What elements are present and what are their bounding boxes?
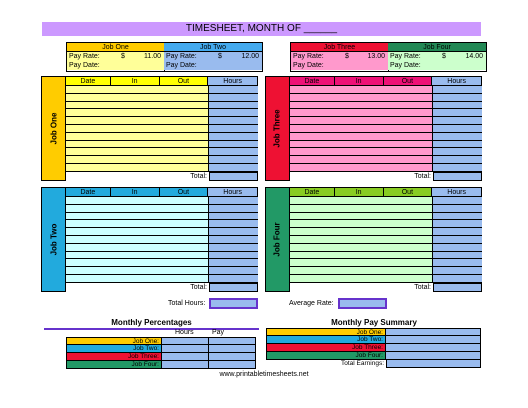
hours-cell[interactable] bbox=[209, 267, 258, 274]
hours-cell[interactable] bbox=[209, 141, 258, 148]
percent-row-job-two bbox=[66, 345, 256, 353]
table-row[interactable] bbox=[290, 275, 482, 283]
job-grid bbox=[290, 76, 482, 181]
pay-rate-row bbox=[291, 52, 388, 61]
summary-total-cell[interactable] bbox=[386, 360, 481, 368]
table-row[interactable] bbox=[66, 220, 258, 228]
total-hours-field[interactable] bbox=[209, 298, 258, 309]
table-row[interactable] bbox=[66, 236, 258, 244]
job-side-label bbox=[41, 187, 66, 292]
summary-value-cell[interactable] bbox=[386, 352, 481, 360]
total-label: Total: bbox=[414, 284, 431, 291]
rate-block-right bbox=[290, 42, 487, 72]
hours-cell[interactable] bbox=[209, 125, 258, 132]
table-row[interactable] bbox=[290, 244, 482, 252]
table-row[interactable] bbox=[66, 205, 258, 213]
summary-value-cell[interactable] bbox=[386, 336, 481, 344]
summary-label: Total Earnings: bbox=[266, 360, 386, 368]
entry-cells[interactable] bbox=[66, 197, 209, 204]
percent-pay-cell[interactable] bbox=[209, 361, 256, 369]
col-hours-label: Hours bbox=[175, 329, 194, 336]
rate-job-four bbox=[388, 43, 486, 71]
entry-cells[interactable] bbox=[290, 275, 433, 282]
table-row[interactable] bbox=[66, 259, 258, 267]
percent-hours-cell[interactable] bbox=[162, 338, 209, 345]
column-header-out: Out bbox=[384, 188, 433, 196]
entry-cells[interactable] bbox=[66, 148, 209, 155]
column-header-in: In bbox=[111, 188, 160, 196]
summary-row-total bbox=[266, 360, 481, 368]
pay-rate-label: Pay Rate: bbox=[69, 53, 100, 60]
percent-hours-cell[interactable] bbox=[162, 345, 209, 353]
hours-cell[interactable] bbox=[209, 133, 258, 140]
hours-cell[interactable] bbox=[209, 148, 258, 155]
entry-cells[interactable] bbox=[66, 267, 209, 274]
job-table-three bbox=[265, 76, 482, 181]
job-side-label bbox=[41, 76, 66, 181]
page-title: TIMESHEET, MONTH OF ______ bbox=[42, 22, 481, 36]
entry-cells[interactable] bbox=[290, 220, 433, 227]
job-grid-header bbox=[66, 76, 258, 86]
entry-cells[interactable] bbox=[290, 267, 433, 274]
hours-cell[interactable] bbox=[433, 148, 482, 155]
percent-label: Job Two: bbox=[66, 345, 162, 353]
job-name: Job One bbox=[49, 112, 59, 145]
entry-cells[interactable] bbox=[290, 244, 433, 251]
percent-row-job-four bbox=[66, 361, 256, 369]
table-row[interactable] bbox=[290, 236, 482, 244]
table-row[interactable] bbox=[66, 109, 258, 117]
total-label: Total: bbox=[190, 173, 207, 180]
entry-cells[interactable] bbox=[66, 164, 209, 171]
entry-cells[interactable] bbox=[290, 117, 433, 124]
pay-rate-label: Pay Rate: bbox=[390, 53, 421, 60]
pay-rate-value[interactable]: 14.00 bbox=[465, 53, 483, 60]
entry-cells[interactable] bbox=[290, 94, 433, 101]
hours-cell[interactable] bbox=[209, 236, 258, 243]
hours-cell[interactable] bbox=[209, 102, 258, 109]
table-row[interactable] bbox=[290, 94, 482, 102]
table-row[interactable] bbox=[290, 133, 482, 141]
table-row[interactable] bbox=[290, 164, 482, 172]
pay-rate-value[interactable]: 11.00 bbox=[144, 53, 161, 60]
pay-date-label: Pay Date: bbox=[166, 62, 197, 69]
hours-cell[interactable] bbox=[209, 94, 258, 101]
percent-hours-cell[interactable] bbox=[162, 353, 209, 361]
entry-cells[interactable] bbox=[66, 94, 209, 101]
total-field[interactable] bbox=[433, 283, 482, 292]
entry-cells[interactable] bbox=[290, 156, 433, 163]
column-header-in: In bbox=[335, 188, 384, 196]
job-table-four bbox=[265, 187, 482, 292]
pay-date-row[interactable] bbox=[164, 61, 262, 70]
total-hours-label: Total Hours: bbox=[168, 300, 206, 307]
job-grid-body bbox=[290, 86, 482, 172]
summary-row-job-four bbox=[266, 352, 481, 360]
column-header-hours: Hours bbox=[432, 188, 481, 196]
table-row[interactable] bbox=[290, 148, 482, 156]
hours-cell[interactable] bbox=[209, 244, 258, 251]
job-side-label bbox=[265, 76, 290, 181]
percent-row-job-three bbox=[66, 353, 256, 361]
monthly-percentages-title: Monthly Percentages bbox=[111, 318, 192, 327]
hours-cell[interactable] bbox=[433, 156, 482, 163]
pay-date-label: Pay Date: bbox=[69, 62, 100, 69]
column-header-date: Date bbox=[66, 188, 111, 196]
entry-cells[interactable] bbox=[290, 259, 433, 266]
pay-date-row[interactable] bbox=[67, 61, 164, 70]
table-row[interactable] bbox=[66, 275, 258, 283]
job-grid bbox=[66, 187, 258, 292]
job-name: Job Two bbox=[49, 223, 59, 256]
hours-cell[interactable] bbox=[209, 259, 258, 266]
rate-job-three-header: Job Three bbox=[291, 43, 388, 52]
table-row[interactable] bbox=[66, 117, 258, 125]
total-field[interactable] bbox=[209, 172, 258, 181]
monthly-pay-summary-title: Monthly Pay Summary bbox=[331, 318, 417, 327]
hours-cell[interactable] bbox=[209, 197, 258, 204]
percentages-divider bbox=[44, 328, 259, 330]
rate-job-one bbox=[67, 43, 165, 71]
job-table-two bbox=[41, 187, 258, 292]
column-header-out: Out bbox=[384, 77, 433, 85]
entry-cells[interactable] bbox=[290, 228, 433, 235]
entry-cells[interactable] bbox=[290, 109, 433, 116]
entry-cells[interactable] bbox=[66, 133, 209, 140]
job-grid-body bbox=[66, 197, 258, 283]
rate-job-two-header: Job Two bbox=[164, 43, 262, 52]
hours-cell[interactable] bbox=[433, 164, 482, 171]
job-grid-header bbox=[290, 187, 482, 197]
hours-cell[interactable] bbox=[209, 220, 258, 227]
job-grid-body bbox=[66, 86, 258, 172]
job-grid-header bbox=[290, 76, 482, 86]
entry-cells[interactable] bbox=[66, 125, 209, 132]
hours-cell[interactable] bbox=[433, 197, 482, 204]
column-header-hours: Hours bbox=[208, 188, 257, 196]
table-row[interactable] bbox=[290, 259, 482, 267]
entry-cells[interactable] bbox=[66, 117, 209, 124]
table-row[interactable] bbox=[66, 267, 258, 275]
entry-cells[interactable] bbox=[290, 197, 433, 204]
col-pay-label: Pay bbox=[212, 329, 225, 336]
hours-cell[interactable] bbox=[433, 259, 482, 266]
summary-row-job-two bbox=[266, 336, 481, 344]
job-total-row bbox=[66, 283, 258, 292]
table-row[interactable] bbox=[66, 213, 258, 221]
job-name: Job Three bbox=[273, 109, 283, 148]
pay-rate-value[interactable]: 13.00 bbox=[367, 53, 385, 60]
job-table-one bbox=[41, 76, 258, 181]
hours-cell[interactable] bbox=[209, 109, 258, 116]
pay-date-row[interactable] bbox=[291, 61, 388, 70]
hours-cell[interactable] bbox=[433, 141, 482, 148]
entry-cells[interactable] bbox=[66, 213, 209, 220]
summary-row-job-three bbox=[266, 344, 481, 352]
table-row[interactable] bbox=[290, 156, 482, 164]
hours-cell[interactable] bbox=[433, 94, 482, 101]
hours-cell[interactable] bbox=[209, 117, 258, 124]
currency-sign: $ bbox=[345, 53, 349, 60]
percent-label: Job Four: bbox=[66, 361, 162, 369]
hours-cell[interactable] bbox=[209, 213, 258, 220]
column-header-in: In bbox=[335, 77, 384, 85]
column-header-date: Date bbox=[290, 188, 335, 196]
pay-summary-table bbox=[266, 328, 481, 368]
table-row[interactable] bbox=[290, 252, 482, 260]
column-header-hours: Hours bbox=[208, 77, 257, 85]
entry-cells[interactable] bbox=[66, 141, 209, 148]
entry-cells[interactable] bbox=[290, 133, 433, 140]
entry-cells[interactable] bbox=[66, 236, 209, 243]
hours-cell[interactable] bbox=[433, 252, 482, 259]
table-row[interactable] bbox=[66, 228, 258, 236]
table-row[interactable] bbox=[66, 164, 258, 172]
hours-cell[interactable] bbox=[209, 205, 258, 212]
entry-cells[interactable] bbox=[290, 205, 433, 212]
average-rate-field[interactable] bbox=[338, 298, 387, 309]
pay-date-label: Pay Date: bbox=[390, 62, 421, 69]
table-row[interactable] bbox=[290, 205, 482, 213]
table-row[interactable] bbox=[66, 244, 258, 252]
percent-pay-cell[interactable] bbox=[209, 353, 256, 361]
table-row[interactable] bbox=[290, 117, 482, 125]
hours-cell[interactable] bbox=[209, 164, 258, 171]
entry-cells[interactable] bbox=[66, 220, 209, 227]
table-row[interactable] bbox=[66, 125, 258, 133]
hours-cell[interactable] bbox=[433, 275, 482, 282]
summary-label: Job Four: bbox=[266, 352, 386, 360]
rate-job-four-header: Job Four bbox=[388, 43, 486, 52]
hours-cell[interactable] bbox=[433, 117, 482, 124]
summary-row-job-one bbox=[266, 328, 481, 336]
summary-label: Job One: bbox=[266, 329, 386, 336]
table-row[interactable] bbox=[66, 141, 258, 149]
average-rate-label: Average Rate: bbox=[289, 300, 334, 307]
entry-cells[interactable] bbox=[66, 86, 209, 93]
hours-cell[interactable] bbox=[209, 156, 258, 163]
summary-value-cell[interactable] bbox=[386, 329, 481, 336]
hours-cell[interactable] bbox=[209, 228, 258, 235]
job-grid-body bbox=[290, 197, 482, 283]
pay-date-row[interactable] bbox=[388, 61, 486, 70]
entry-cells[interactable] bbox=[290, 102, 433, 109]
total-label: Total: bbox=[190, 284, 207, 291]
hours-cell[interactable] bbox=[433, 102, 482, 109]
entry-cells[interactable] bbox=[66, 109, 209, 116]
table-row[interactable] bbox=[66, 102, 258, 110]
hours-cell[interactable] bbox=[209, 86, 258, 93]
entry-cells[interactable] bbox=[66, 259, 209, 266]
hours-cell[interactable] bbox=[433, 86, 482, 93]
percentages-table bbox=[66, 337, 256, 369]
summary-value-cell[interactable] bbox=[386, 344, 481, 352]
pay-rate-row bbox=[67, 52, 164, 61]
entry-cells[interactable] bbox=[66, 156, 209, 163]
entry-cells[interactable] bbox=[66, 275, 209, 282]
job-name: Job Four bbox=[273, 222, 282, 257]
rate-job-one-header: Job One bbox=[67, 43, 164, 52]
table-row[interactable] bbox=[66, 197, 258, 205]
percent-row-job-one bbox=[66, 337, 256, 345]
pay-rate-value[interactable]: 12.00 bbox=[241, 53, 259, 60]
entry-cells[interactable] bbox=[66, 205, 209, 212]
column-header-out: Out bbox=[160, 77, 209, 85]
hours-cell[interactable] bbox=[433, 125, 482, 132]
column-header-out: Out bbox=[160, 188, 209, 196]
hours-cell[interactable] bbox=[433, 228, 482, 235]
table-row[interactable] bbox=[290, 197, 482, 205]
hours-cell[interactable] bbox=[433, 213, 482, 220]
job-total-row bbox=[290, 172, 482, 181]
entry-cells[interactable] bbox=[66, 244, 209, 251]
entry-cells[interactable] bbox=[290, 86, 433, 93]
total-field[interactable] bbox=[433, 172, 482, 181]
job-grid bbox=[66, 76, 258, 181]
entry-cells[interactable] bbox=[290, 236, 433, 243]
summary-label: Job Two: bbox=[266, 336, 386, 344]
table-row[interactable] bbox=[66, 148, 258, 156]
entry-cells[interactable] bbox=[66, 228, 209, 235]
hours-cell[interactable] bbox=[209, 252, 258, 259]
pay-rate-row bbox=[388, 52, 486, 61]
column-header-hours: Hours bbox=[432, 77, 481, 85]
entry-cells[interactable] bbox=[290, 148, 433, 155]
percent-label: Job One: bbox=[66, 338, 162, 345]
entry-cells[interactable] bbox=[290, 252, 433, 259]
pay-date-label: Pay Date: bbox=[293, 62, 324, 69]
table-row[interactable] bbox=[290, 267, 482, 275]
pay-rate-label: Pay Rate: bbox=[293, 53, 324, 60]
table-row[interactable] bbox=[290, 109, 482, 117]
pay-rate-label: Pay Rate: bbox=[166, 53, 197, 60]
percent-pay-cell[interactable] bbox=[209, 338, 256, 345]
job-grid bbox=[290, 187, 482, 292]
total-field[interactable] bbox=[209, 283, 258, 292]
table-row[interactable] bbox=[66, 86, 258, 94]
job-total-row bbox=[66, 172, 258, 181]
job-side-label bbox=[265, 187, 290, 292]
hours-cell[interactable] bbox=[433, 205, 482, 212]
entry-cells[interactable] bbox=[290, 164, 433, 171]
table-row[interactable] bbox=[290, 228, 482, 236]
summary-label: Job Three: bbox=[266, 344, 386, 352]
column-header-date: Date bbox=[66, 77, 111, 85]
hours-cell[interactable] bbox=[433, 109, 482, 116]
percent-label: Job Three: bbox=[66, 353, 162, 361]
table-row[interactable] bbox=[290, 220, 482, 228]
entry-cells[interactable] bbox=[290, 141, 433, 148]
rate-block-left bbox=[66, 42, 263, 72]
table-row[interactable] bbox=[290, 213, 482, 221]
entry-cells[interactable] bbox=[290, 125, 433, 132]
column-header-in: In bbox=[111, 77, 160, 85]
percent-pay-cell[interactable] bbox=[209, 345, 256, 353]
hours-cell[interactable] bbox=[433, 236, 482, 243]
rate-job-three bbox=[291, 43, 389, 71]
table-row[interactable] bbox=[290, 125, 482, 133]
table-row[interactable] bbox=[66, 156, 258, 164]
hours-cell[interactable] bbox=[209, 275, 258, 282]
table-row[interactable] bbox=[66, 133, 258, 141]
table-row[interactable] bbox=[290, 102, 482, 110]
percent-hours-cell[interactable] bbox=[162, 361, 209, 369]
currency-sign: $ bbox=[121, 53, 125, 60]
hours-cell[interactable] bbox=[433, 244, 482, 251]
table-row[interactable] bbox=[66, 252, 258, 260]
hours-cell[interactable] bbox=[433, 133, 482, 140]
currency-sign: $ bbox=[442, 53, 446, 60]
table-row[interactable] bbox=[290, 141, 482, 149]
rate-job-two bbox=[164, 43, 262, 71]
total-label: Total: bbox=[414, 173, 431, 180]
footer-url: www.printabletimesheets.net bbox=[219, 371, 309, 378]
pay-rate-row bbox=[164, 52, 262, 61]
job-grid-header bbox=[66, 187, 258, 197]
entry-cells[interactable] bbox=[66, 252, 209, 259]
entry-cells[interactable] bbox=[66, 102, 209, 109]
table-row[interactable] bbox=[290, 86, 482, 94]
job-total-row bbox=[290, 283, 482, 292]
column-header-date: Date bbox=[290, 77, 335, 85]
hours-cell[interactable] bbox=[433, 220, 482, 227]
hours-cell[interactable] bbox=[433, 267, 482, 274]
entry-cells[interactable] bbox=[290, 213, 433, 220]
currency-sign: $ bbox=[218, 53, 222, 60]
table-row[interactable] bbox=[66, 94, 258, 102]
